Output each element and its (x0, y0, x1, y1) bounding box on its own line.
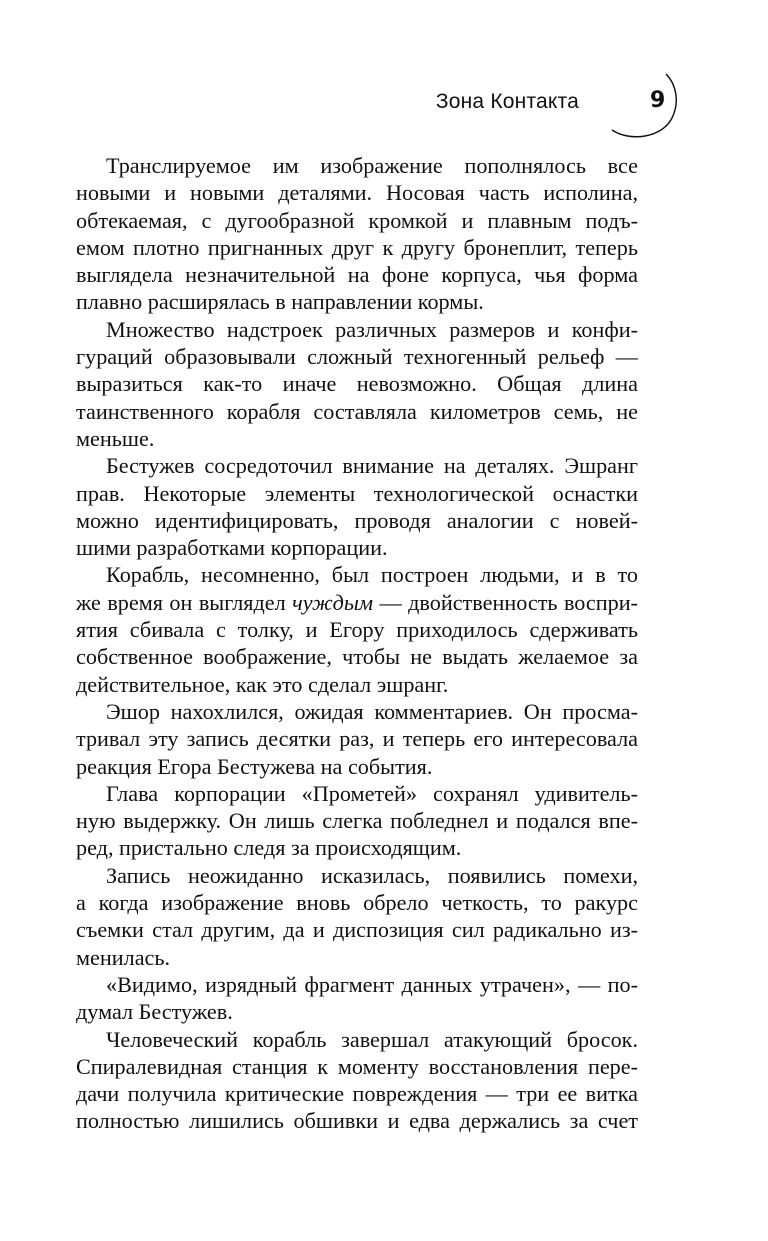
text-line: действительное, как это сделал эшранг. (76, 671, 449, 697)
text-line: меньше. (76, 425, 155, 451)
running-title: Зона Контакта (435, 90, 579, 113)
text-line: можно идентифицировать, проводя аналогии с новей- (76, 507, 638, 533)
paragraph (76, 780, 638, 862)
text-line: Транслируемое им изображение пополнялось все (106, 153, 638, 178)
text-line: собственное воображение, чтобы не выдать желаемое за (76, 644, 638, 670)
text-line: прав. Некоторые элементы технологической оснастки (76, 480, 638, 506)
page-number-arc-ornament (600, 70, 690, 140)
text-line: же время он выглядел чуждым — двойственность воспри- (76, 589, 638, 615)
text-line: плавно расширялась в направлении кормы. (76, 289, 484, 315)
text-line: Запись неожиданно исказилась, появились помехи, (106, 862, 638, 888)
text-line: выглядела незначительной на фоне корпуса, чья форма (76, 262, 638, 288)
text-line: Человеческий корабль завершал атакующий бросок. (106, 1026, 638, 1052)
text-line: «Видимо, изрядный фрагмент данных утрачен», — по- (106, 971, 638, 997)
text-line: тривал эту запись десятки раз, и теперь его интересовала (76, 726, 638, 752)
text-line: емом плотно пригнанных друг к другу бронеплит, теперь (76, 234, 638, 260)
text-line: гураций образовывали сложный техногенный рельеф — (76, 344, 638, 370)
text-line: ятия сбивала с толку, и Егору приходилось сдерживать (76, 617, 638, 643)
paragraph (76, 452, 638, 561)
text-line: съемки стал другим, да и диспозиция сил радикально из- (76, 917, 638, 943)
text-line: Глава корпорации «Прометей» сохранял удивитель- (106, 780, 638, 806)
text-line: обтекаемая, с дугообразной кромкой и плавным подъ- (76, 207, 638, 233)
text-line: новыми и новыми деталями. Носовая часть исполина, (76, 180, 638, 206)
text-line: ную выдержку. Он лишь слегка побледнел и подался впе- (76, 808, 638, 834)
text-line: Бестужев сосредоточил внимание на деталях. Эшранг (106, 453, 638, 479)
paragraph (76, 698, 638, 780)
text-line: полностью лишились обшивки и едва держались за счет (76, 1108, 638, 1134)
text-line: а когда изображение вновь обрело четкость, то ракурс (76, 890, 638, 916)
paragraph (76, 1026, 638, 1135)
emphasized-word: чуждым (292, 589, 374, 615)
paragraph (76, 316, 638, 452)
text-line: дачи получила критические повреждения — три ее витка (76, 1081, 638, 1107)
text-line: выразиться как-то иначе невозможно. Общая длина (76, 371, 638, 397)
page-number: 9 (650, 88, 666, 113)
main-text (76, 152, 638, 1135)
text-line: думал Бестужев. (76, 999, 233, 1025)
text-line: менилась. (76, 944, 171, 970)
text-line: Множество надстроек различных размеров и конфи- (106, 316, 638, 342)
text-line: Эшор нахохлился, ожидая комментариев. Он просма- (106, 698, 638, 724)
paragraph (76, 971, 638, 1026)
paragraph (76, 561, 638, 697)
text-line: таинственного корабля составляла километров семь, не (76, 398, 638, 424)
paragraph (76, 152, 638, 316)
text-line: Корабль, несомненно, был построен людьми, и в то (106, 562, 638, 588)
text-line: шими разработками корпорации. (76, 535, 388, 561)
paragraph (76, 862, 638, 971)
text-line: ред, пристально следя за происходящим. (76, 835, 462, 861)
text-line: Спиралевидная станция к моменту восстановления пере- (76, 1053, 638, 1079)
text-line: реакция Егора Бестужева на события. (76, 753, 433, 779)
